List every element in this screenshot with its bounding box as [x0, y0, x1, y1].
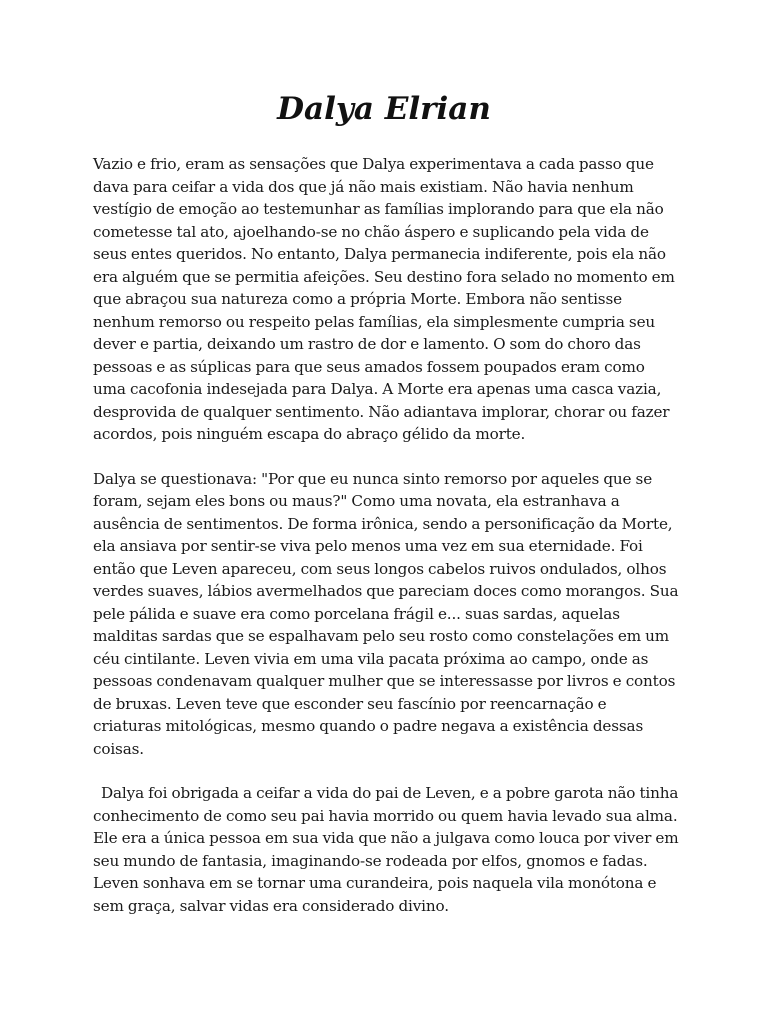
paragraph-2: Dalya se questionava: "Por que eu nunca sinto remorso por aqueles que se foram, sejam eles bons ou maus?" Como uma novata, ela estranhava a ausência de sentimentos. De forma irônica, sendo a personificação da Morte, ela ansiava por sentir-se viva pelo menos uma vez em sua eternidade. Foi então que Leven apareceu, com seus longos cabelos ruivos ondulados, olhos verdes suaves, lábios avermelhados que pareciam doces como morangos. Sua pele pálida e suave era como porcelana frágil e... suas sardas, aquelas malditas sardas que se espalhavam pelo seu rosto como constelações em um céu cintilante. Leven vivia em uma vila pacata próxima ao campo, onde as pessoas condenavam qualquer mulher que se interessasse por livros e contos de bruxas. Leven teve que esconder seu fascínio por reencarnação e criaturas mitológicas, mesmo quando o padre negava a existência dessas coisas.: [93, 469, 679, 758]
paragraph-3: Dalya foi obrigada a ceifar a vida do pai de Leven, e a pobre garota não tinha conhecimento de como seu pai havia morrido ou quem havia levado sua alma. Ele era a única pessoa em sua vida que não a julgava como louca por viver em seu mundo de fantasia, imaginando-se rodeada por elfos, gnomos e fadas. Leven sonhava em se tornar uma curandeira, pois naquela vila monótona e sem graça, salvar vidas era considerado divino.: [93, 784, 679, 915]
document-title: Dalya Elrian: [277, 91, 491, 127]
paragraph-1: Vazio e frio, eram as sensações que Dalya experimentava a cada passo que dava para ceifar a vida dos que já não mais existiam. Não havia nenhum vestígio de emoção ao testemunhar as famílias implorando para que ela não cometesse tal ato, ajoelhando-se no chão áspero e suplicando pela vida de seus entes queridos. No entanto, Dalya permanecia indiferente, pois ela não era alguém que se permitia afeições. Seu destino fora selado no momento em que abraçou sua natureza como a própria Morte. Embora não sentisse nenhum remorso ou respeito pelas famílias, ela simplesmente cumpria seu dever e partia, deixando um rastro de dor e lamento. O som do choro das pessoas e as súplicas para que seus amados fossem poupados eram como uma cacofonia indesejada para Dalya. A Morte era apenas uma casca vazia, desprovida de qualquer sentimento. Não adiantava implorar, chorar ou fazer acordos, pois ninguém escapa do abraço gélido da morte.: [93, 155, 675, 443]
document-body: [93, 153, 679, 939]
